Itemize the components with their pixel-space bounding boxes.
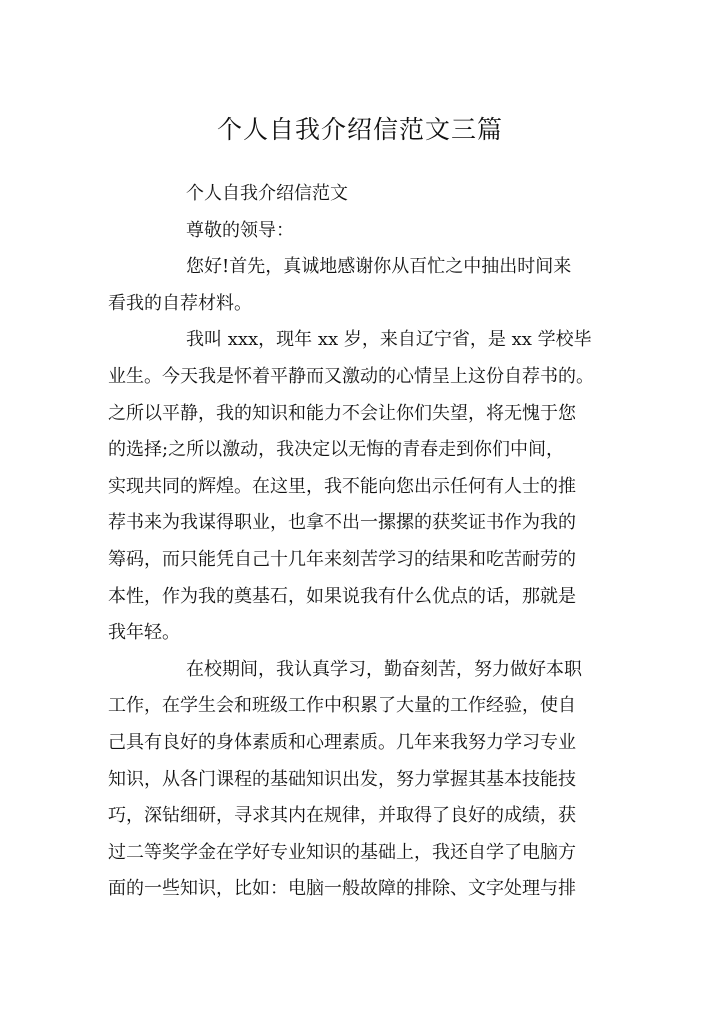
paragraph-line: 本性，作为我的奠基石，如果说我有什么优点的话，那就是: [108, 585, 576, 607]
document-title: 个人自我介绍信范文三篇: [216, 115, 503, 144]
paragraph-line: 荐书来为我谋得职业，也拿不出一摞摞的获奖证书作为我的: [108, 512, 576, 534]
paragraph-line: 筹码，而只能凭自己十几年来刻苦学习的结果和吃苦耐劳的: [108, 548, 576, 570]
paragraph-line: 巧，深钻细研，寻求其内在规律，并取得了良好的成绩，获: [108, 805, 576, 827]
paragraph-3: [108, 652, 612, 908]
paragraph-line: 我叫 xxx，现年 xx 岁，来自辽宁省，是 xx 学校毕: [186, 329, 592, 351]
paragraph-line: 的选择;之所以激动，我决定以无悔的青春走到你们中间，: [108, 439, 565, 461]
paragraph-line: 面的一些知识，比如：电脑一般故障的排除、文字处理与排: [108, 878, 576, 900]
paragraph-line: 过二等奖学金在学好专业知识的基础上，我还自学了电脑方: [108, 841, 576, 863]
paragraph-1: [108, 249, 612, 322]
paragraph-2: [108, 322, 612, 651]
document-body: [108, 176, 612, 908]
paragraph-line: 己具有良好的身体素质和心理素质。几年来我努力学习专业: [108, 731, 576, 753]
paragraph-line: 知识，从各门课程的基础知识出发，努力掌握其基本技能技: [108, 768, 576, 790]
paragraph-line: 看我的自荐材料。: [108, 292, 252, 314]
subtitle: 个人自我介绍信范文: [186, 183, 348, 204]
paragraph-line: 我年轻。: [108, 622, 180, 644]
paragraph-line: 实现共同的辉煌。在这里，我不能向您出示任何有人士的推: [108, 475, 576, 497]
salutation: 尊敬的领导：: [186, 219, 294, 241]
paragraph-line: 之所以平静，我的知识和能力不会让你们失望，将无愧于您: [108, 402, 576, 424]
paragraph-line: 业生。今天我是怀着平静而又激动的心情呈上这份自荐书的。: [108, 365, 594, 387]
paragraph-line: 您好!首先，真诚地感谢你从百忙之中抽出时间来: [186, 256, 572, 278]
paragraph-line: 工作，在学生会和班级工作中积累了大量的工作经验，使自: [108, 695, 576, 717]
paragraph-line: 在校期间，我认真学习，勤奋刻苦，努力做好本职: [186, 658, 582, 680]
